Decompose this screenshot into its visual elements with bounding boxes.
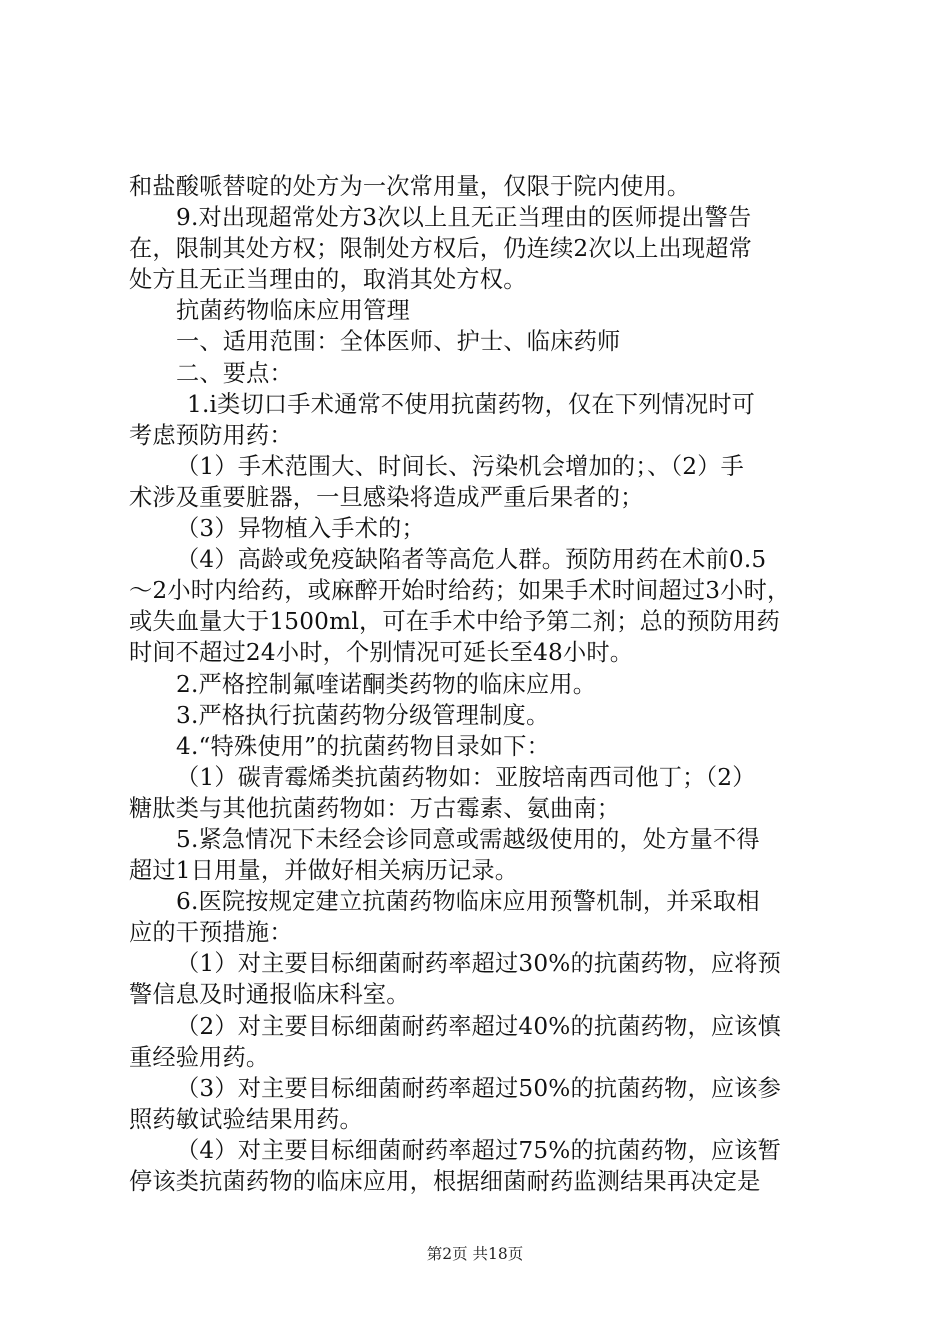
text-line: 停该类抗菌药物的临床应用，根据细菌耐药监测结果再决定是 bbox=[129, 1168, 761, 1195]
text-line: 一、适用范围：全体医师、护士、临床药师 bbox=[176, 328, 621, 356]
text-line: （1）碳青霉烯类抗菌药物如：亚胺培南西司他丁；（2） bbox=[176, 763, 756, 791]
text-line: 超过1日用量，并做好相关病历记录。 bbox=[129, 857, 519, 885]
text-line: 或失血量大于1500ml，可在手术中给予第二剂；总的预防用药 bbox=[129, 608, 780, 636]
text-line: 2.严格控制氟喹诺酮类药物的临床应用。 bbox=[176, 670, 597, 698]
text-line: 和盐酸哌替啶的处方为一次常用量，仅限于院内使用。 bbox=[129, 173, 691, 200]
text-line: ～2小时内给药，或麻醉开始时给药；如果手术时间超过3小时， bbox=[129, 577, 791, 605]
text-line: 3.严格执行抗菌药物分级管理制度。 bbox=[176, 701, 550, 729]
text-line: 术涉及重要脏器，一旦感染将造成严重后果者的； bbox=[129, 483, 644, 511]
text-line: 照药敏试验结果用药。 bbox=[129, 1105, 363, 1133]
text-line: （1）对主要目标细菌耐药率超过30%的抗菌药物，应将预 bbox=[176, 950, 782, 978]
text-line: 6.医院按规定建立抗菌药物临床应用预警机制，并采取相 bbox=[176, 888, 760, 916]
page-footer bbox=[0, 1244, 950, 1264]
section-heading: 抗菌药物临床应用管理 bbox=[176, 297, 410, 325]
text-line: 9.对出现超常处方3次以上且无正当理由的医师提出警告 bbox=[176, 204, 752, 232]
text-line: （4）高龄或免疫缺陷者等高危人群。预防用药在术前0.5 bbox=[176, 546, 767, 574]
text-line: （2）对主要目标细菌耐药率超过40%的抗菌药物，应该慎 bbox=[176, 1012, 782, 1040]
text-line: 5.紧急情况下未经会诊同意或需越级使用的，处方量不得 bbox=[176, 825, 760, 853]
text-line: 考虑预防用药： bbox=[129, 421, 293, 449]
text-line: 4.“特殊使用”的抗菌药物目录如下： bbox=[176, 732, 551, 760]
text-line: 应的干预措施： bbox=[129, 919, 293, 947]
text-line: （3）异物植入手术的； bbox=[176, 515, 425, 543]
text-line: 重经验用药。 bbox=[129, 1043, 270, 1071]
text-line: （3）对主要目标细菌耐药率超过50%的抗菌药物，应该参 bbox=[176, 1074, 782, 1102]
text-line: （1）手术范围大、时间长、污染机会增加的；、（2）手 bbox=[176, 452, 745, 480]
document-body bbox=[129, 171, 829, 1197]
text-line: 处方且无正当理由的，取消其处方权。 bbox=[129, 266, 527, 294]
text-line: 1.i类切口手术通常不使用抗菌药物，仅在下列情况时可 bbox=[187, 390, 756, 418]
page-number: 第2页 共18页 bbox=[426, 1245, 524, 1263]
text-line: 在，限制其处方权；限制处方权后，仍连续2次以上出现超常 bbox=[129, 235, 753, 263]
text-line: 警信息及时通报临床科室。 bbox=[129, 981, 410, 1009]
text-line: 时间不超过24小时，个别情况可延长至48小时。 bbox=[129, 639, 634, 667]
text-line: 糖肽类与其他抗菌药物如：万古霉素、氨曲南； bbox=[129, 794, 621, 822]
text-line: （4）对主要目标细菌耐药率超过75%的抗菌药物，应该暂 bbox=[176, 1136, 782, 1164]
text-line: 二、要点： bbox=[176, 359, 293, 387]
